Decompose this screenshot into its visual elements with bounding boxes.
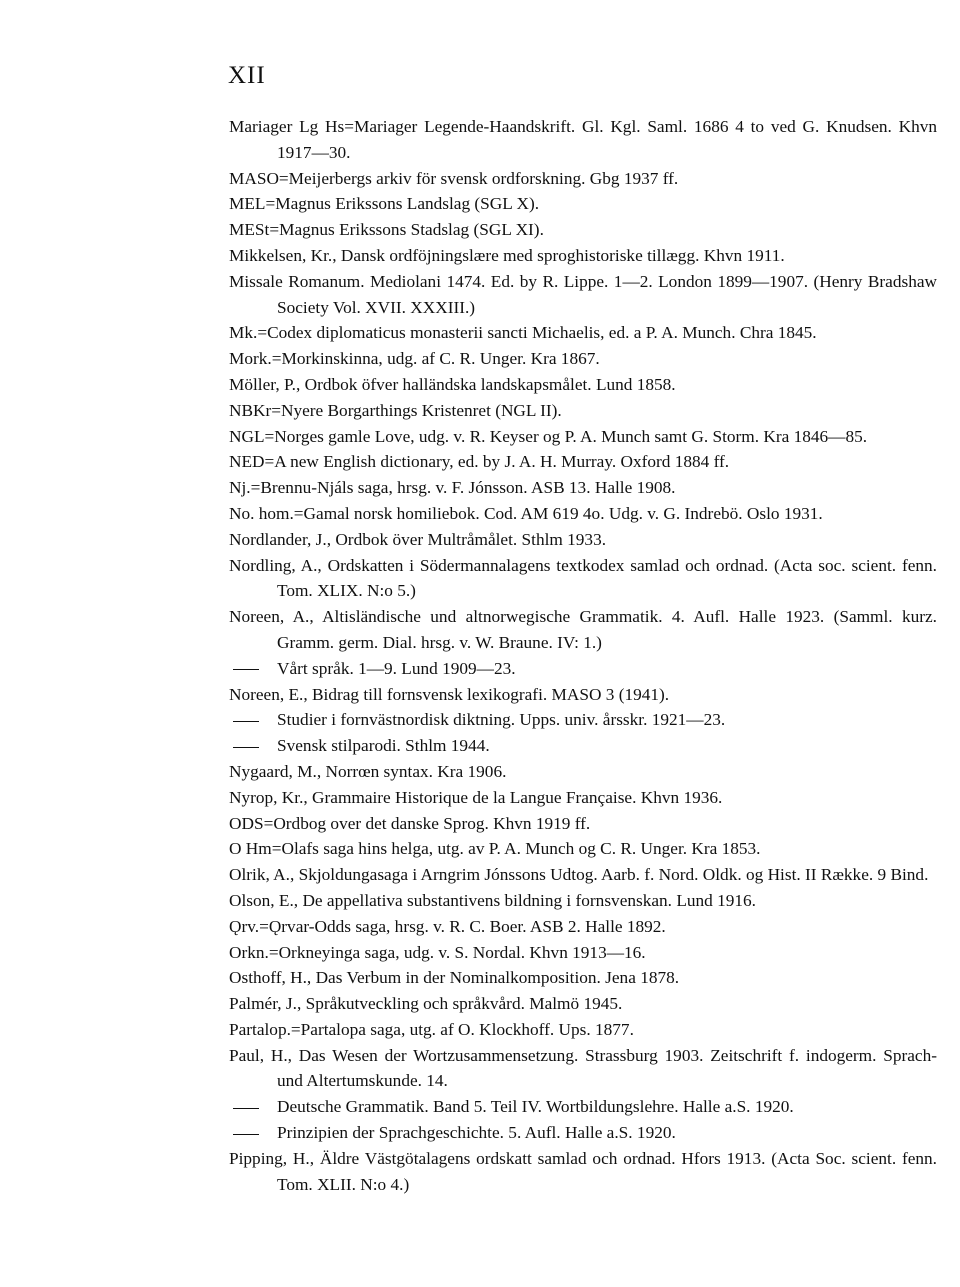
entry-text: Vårt språk. 1—9. Lund 1909—23. [277,658,516,678]
bibliography-subentry [229,1120,937,1146]
bibliography-entry [229,682,937,708]
entry-text: O Hm=Olafs saga hins helga, utg. av P. A. Munch og C. R. Unger. Kra 1853. [229,839,761,859]
entry-text: Orkn.=Orkneyinga saga, udg. v. S. Nordal. Khvn 1913—16. [229,942,646,962]
bibliography-entry [229,166,937,192]
entry-text: Olson, E., De appellativa substantivens bildning i fornsvenskan. Lund 1916. [229,890,757,910]
entry-text: Nygaard, M., Norrœn syntax. Kra 1906. [229,761,507,781]
bibliography-entry [229,527,937,553]
entry-text: MESt=Magnus Erikssons Stadslag (SGL XI). [229,220,544,240]
ditto-dash [229,733,277,759]
entry-text: No. hom.=Gamal norsk homiliebok. Cod. AM 619 4o. Udg. v. G. Indrebö. Oslo 1931. [229,503,823,523]
entry-text: Svensk stilparodi. Sthlm 1944. [277,736,490,756]
entry-text: Studier i fornvästnordisk diktning. Upps. univ. årsskr. 1921—23. [277,710,726,730]
entry-text: NBKr=Nyere Borgarthings Kristenret (NGL II). [229,400,562,420]
entry-text: Nordlander, J., Ordbok över Multråmålet. Sthlm 1933. [229,529,607,549]
bibliography-entry [229,501,937,527]
bibliography-entry [229,424,937,450]
entry-text: Nj.=Brennu-Njáls saga, hrsg. v. F. Jónsson. ASB 13. Halle 1908. [229,478,676,498]
bibliography-subentry [229,707,937,733]
entry-text: Ǫrv.=Ǫrvar-Odds saga, hrsg. v. R. C. Boer. ASB 2. Halle 1892. [229,916,666,936]
bibliography-entry [229,372,937,398]
entry-text: Olrik, A., Skjoldungasaga i Arngrim Jónssons Udtog. Aarb. f. Nord. Oldk. og Hist. II Række. 9 Bind. [229,865,929,885]
bibliography-entry [229,346,937,372]
bibliography-entry [229,217,937,243]
entry-text: Nordling, A., Ordskatten i Södermannalagens textkodex samlad och ordnad. (Acta soc. scient. fenn. Tom. XLIX. N:o 5.) [229,555,937,601]
bibliography-entry [229,269,937,321]
entry-text: Mk.=Codex diplomaticus monasterii sancti Michaelis, ed. a P. A. Munch. Chra 1845. [229,323,817,343]
bibliography-list [229,114,937,1197]
entry-text: Deutsche Grammatik. Band 5. Teil IV. Wortbildungslehre. Halle a.S. 1920. [277,1097,794,1117]
bibliography-entry [229,940,937,966]
entry-text: MEL=Magnus Erikssons Landslag (SGL X). [229,194,540,214]
bibliography-entry [229,811,937,837]
page-number: XII [228,62,266,89]
bibliography-entry [229,991,937,1017]
bibliography-entry [229,1146,937,1198]
entry-text: Noreen, A., Altisländische und altnorwegische Grammatik. 4. Aufl. Halle 1923. (Samml. kurz. Gramm. germ. Dial. hrsg. v. W. Braune. IV: 1.) [229,607,937,652]
bibliography-entry [229,759,937,785]
bibliography-entry [229,114,937,166]
ditto-dash [229,1120,277,1146]
bibliography-entry [229,320,937,346]
entry-text: Noreen, E., Bidrag till fornsvensk lexikografi. MASO 3 (1941). [229,684,670,704]
ditto-dash [229,1094,277,1120]
entry-text: Partalop.=Partalopa saga, utg. af O. Klockhoff. Ups. 1877. [229,1019,634,1039]
entry-text: Paul, H., Das Wesen der Wortzusammensetzung. Strassburg 1903. Zeitschrift f. indogerm. Sprach- und Altertumskunde. 14. [229,1045,937,1091]
bibliography-entry [229,965,937,991]
bibliography-entry [229,398,937,424]
entry-text: Mariager Lg Hs=Mariager Legende-Haandskrift. Gl. Kgl. Saml. 1686 4 to ved G. Knudsen. Khvn 1917—30. [229,117,937,162]
entry-text: Nyrop, Kr., Grammaire Historique de la Langue Française. Khvn 1936. [229,787,723,807]
bibliography-entry [229,914,937,940]
bibliography-subentry [229,1094,937,1120]
bibliography-subentry [229,733,937,759]
bibliography-entry [229,1043,937,1095]
bibliography-entry [229,836,937,862]
bibliography-entry [229,604,937,656]
bibliography-entry [229,553,937,605]
bibliography-entry [229,243,937,269]
entry-text: Prinzipien der Sprachgeschichte. 5. Aufl. Halle a.S. 1920. [277,1123,676,1143]
entry-text: Missale Romanum. Mediolani 1474. Ed. by R. Lippe. 1—2. London 1899—1907. (Henry Bradshaw Society Vol. XVII. XXXIII.) [229,271,937,317]
bibliography-entry [229,862,937,888]
entry-text: MASO=Meijerbergs arkiv för svensk ordforskning. Gbg 1937 ff. [229,168,679,188]
entry-text: NGL=Norges gamle Love, udg. v. R. Keyser og P. A. Munch samt G. Storm. Kra 1846—85. [229,426,868,446]
bibliography-entry [229,475,937,501]
bibliography-entry [229,785,937,811]
ditto-dash [229,707,277,733]
entry-text: Mork.=Morkinskinna, udg. af C. R. Unger. Kra 1867. [229,349,600,369]
entry-text: NED=A new English dictionary, ed. by J. A. H. Murray. Oxford 1884 ff. [229,452,730,472]
entry-text: Osthoff, H., Das Verbum in der Nominalkomposition. Jena 1878. [229,968,680,988]
bibliography-entry [229,449,937,475]
entry-text: Palmér, J., Språkutveckling och språkvård. Malmö 1945. [229,994,623,1014]
bibliography-entry [229,1017,937,1043]
entry-text: Möller, P., Ordbok öfver halländska landskapsmålet. Lund 1858. [229,374,676,394]
ditto-dash [229,656,277,682]
bibliography-entry [229,888,937,914]
bibliography-subentry [229,656,937,682]
entry-text: ODS=Ordbog over det danske Sprog. Khvn 1919 ff. [229,813,591,833]
entry-text: Pipping, H., Äldre Västgötalagens ordskatt samlad och ordnad. Hfors 1913. (Acta Soc. scient. fenn. Tom. XLII. N:o 4.) [229,1148,937,1194]
bibliography-entry [229,191,937,217]
entry-text: Mikkelsen, Kr., Dansk ordföjningslære med sproghistoriske tillægg. Khvn 1911. [229,245,785,265]
